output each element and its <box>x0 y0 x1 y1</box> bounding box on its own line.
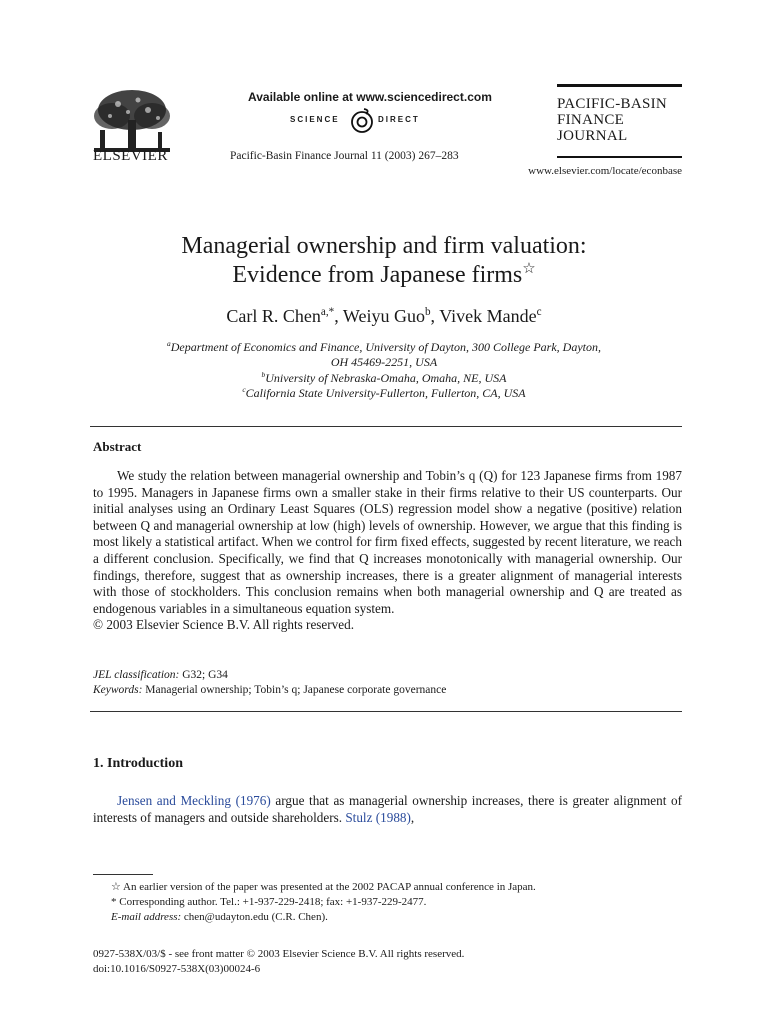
author-separator: , <box>334 306 343 326</box>
author-separator: , <box>430 306 440 326</box>
journal-name-line2: FINANCE <box>557 112 625 128</box>
sciencedirect-logo <box>290 108 440 134</box>
footnote-star-mark: ☆ <box>111 881 121 893</box>
author-list <box>0 306 768 327</box>
keywords-value: Managerial ownership; Tobin’s q; Japanese corporate governance <box>142 684 447 696</box>
footnote-star <box>93 880 536 893</box>
sd-logo-left: SCIENCE <box>290 115 340 124</box>
affiliation-b <box>0 371 768 386</box>
front-matter-line: 0927-538X/03/$ - see front matter © 2003 Elsevier Science B.V. All rights reserved. <box>93 948 465 960</box>
abstract-copyright: © 2003 Elsevier Science B.V. All rights reserved. <box>93 617 355 633</box>
title-line1: Managerial ownership and firm valuation: <box>181 233 587 259</box>
journal-name-line3: JOURNAL <box>557 128 628 144</box>
footnote-corr-text: Corresponding author. Tel.: +1-937-229-2418; fax: +1-937-229-2477. <box>116 896 427 908</box>
citation-link-stulz[interactable]: Stulz (1988) <box>345 810 411 825</box>
journal-citation: Pacific-Basin Finance Journal 11 (2003) 267–283 <box>230 150 459 162</box>
intro-text-2: , <box>410 810 415 825</box>
affiliation-a-line2: OH 45469-2251, USA <box>330 355 438 369</box>
abstract-text: We study the relation between managerial ownership and Tobin’s q (Q) for 123 Japanese firms from 1987 to 1995. Managers in Japanese firms own a smaller stake in their firms relative to their US counterparts. Our initial analyses using an Ordinary Least Squares (OLS) regression model show a negative (positive) relation between Q and managerial ownership at low (high) levels of ownership. However, we argue that this finding is most likely a statistical artifact. When we control for firm fixed effects, suggested by recent literature, we reach a different conclusion. Specifically, we find that Q increases monotonically with managerial ownership. Our findings, therefore, suggest that as ownership increases, there is a greater alignment of managerial interests with those of stockholders. This conclusion remains when both managerial ownership and Q are treated as endogenous variables in a simultaneous equation system. <box>93 468 682 616</box>
abstract-heading: Abstract <box>93 439 142 454</box>
author-affiliation-mark[interactable]: b <box>424 306 431 318</box>
author-name: Weiyu Guo <box>342 306 425 326</box>
author-name: Carl R. Chen <box>226 306 321 326</box>
abstract-body <box>93 468 682 634</box>
doi-line[interactable]: doi:10.1016/S0927-538X(03)00024-6 <box>93 963 261 975</box>
section-heading-introduction: 1. Introduction <box>93 756 183 771</box>
author-affiliation-mark[interactable]: a,* <box>320 306 335 318</box>
footnote-star-text: An earlier version of the paper was presented at the 2002 PACAP annual conference in Japan. <box>120 881 536 893</box>
title-line2-wrap <box>0 261 768 290</box>
sd-logo-right: DIRECT <box>378 115 420 124</box>
journal-name-line1: PACIFIC-BASIN <box>557 96 668 112</box>
affiliation-text: Department of Economics and Finance, University of Dayton, 300 College Park, Dayton, <box>170 340 601 354</box>
abstract-bottom-rule <box>90 711 682 712</box>
affiliation-mark: c <box>242 385 246 394</box>
introduction-paragraph <box>93 792 682 826</box>
footnote-email <box>93 911 328 923</box>
jel-classification <box>93 669 228 681</box>
jel-label: JEL classification: <box>93 669 180 681</box>
title-footnote-star[interactable]: ☆ <box>522 261 536 277</box>
journal-url[interactable]: www.elsevier.com/locate/econbase <box>528 165 682 177</box>
publisher-name: ELSEVIER <box>93 148 168 164</box>
journal-box-top-rule <box>557 84 682 87</box>
affiliation-c <box>0 386 768 401</box>
available-online-text[interactable]: Available online at www.sciencedirect.com <box>248 90 492 104</box>
jel-value: G32; G34 <box>179 669 228 681</box>
title-line2: Evidence from Japanese firms <box>232 262 523 288</box>
email-value[interactable]: chen@udayton.edu (C.R. Chen). <box>181 911 328 923</box>
keywords-label: Keywords: <box>93 684 143 696</box>
intro-text-1: argue that as managerial ownership increases, there is greater alignment of interests of managers and outside shareholders. <box>93 793 683 825</box>
author-affiliation-mark[interactable]: c <box>536 306 542 318</box>
affiliation-text: California State University-Fullerton, Fullerton, CA, USA <box>245 386 526 400</box>
sciencedirect-at-icon <box>348 108 376 134</box>
keywords <box>93 684 446 696</box>
affiliation-text: University of Nebraska-Omaha, Omaha, NE, USA <box>265 371 507 385</box>
footnote-rule <box>93 874 153 875</box>
paper-title <box>0 232 768 290</box>
affiliation-mark: a <box>167 339 171 348</box>
footnote-corr-mark: * <box>111 896 117 908</box>
journal-masthead <box>557 96 667 144</box>
journal-box-bottom-rule <box>557 156 682 158</box>
author-name: Vivek Mande <box>439 306 537 326</box>
abstract-top-rule <box>90 426 682 427</box>
affiliation-mark: b <box>261 370 266 379</box>
email-label: E-mail address: <box>111 911 182 923</box>
footnote-corresponding <box>93 896 426 908</box>
affiliation-a <box>0 340 768 355</box>
citation-link-jensen-meckling[interactable]: Jensen and Meckling (1976) <box>117 793 271 808</box>
